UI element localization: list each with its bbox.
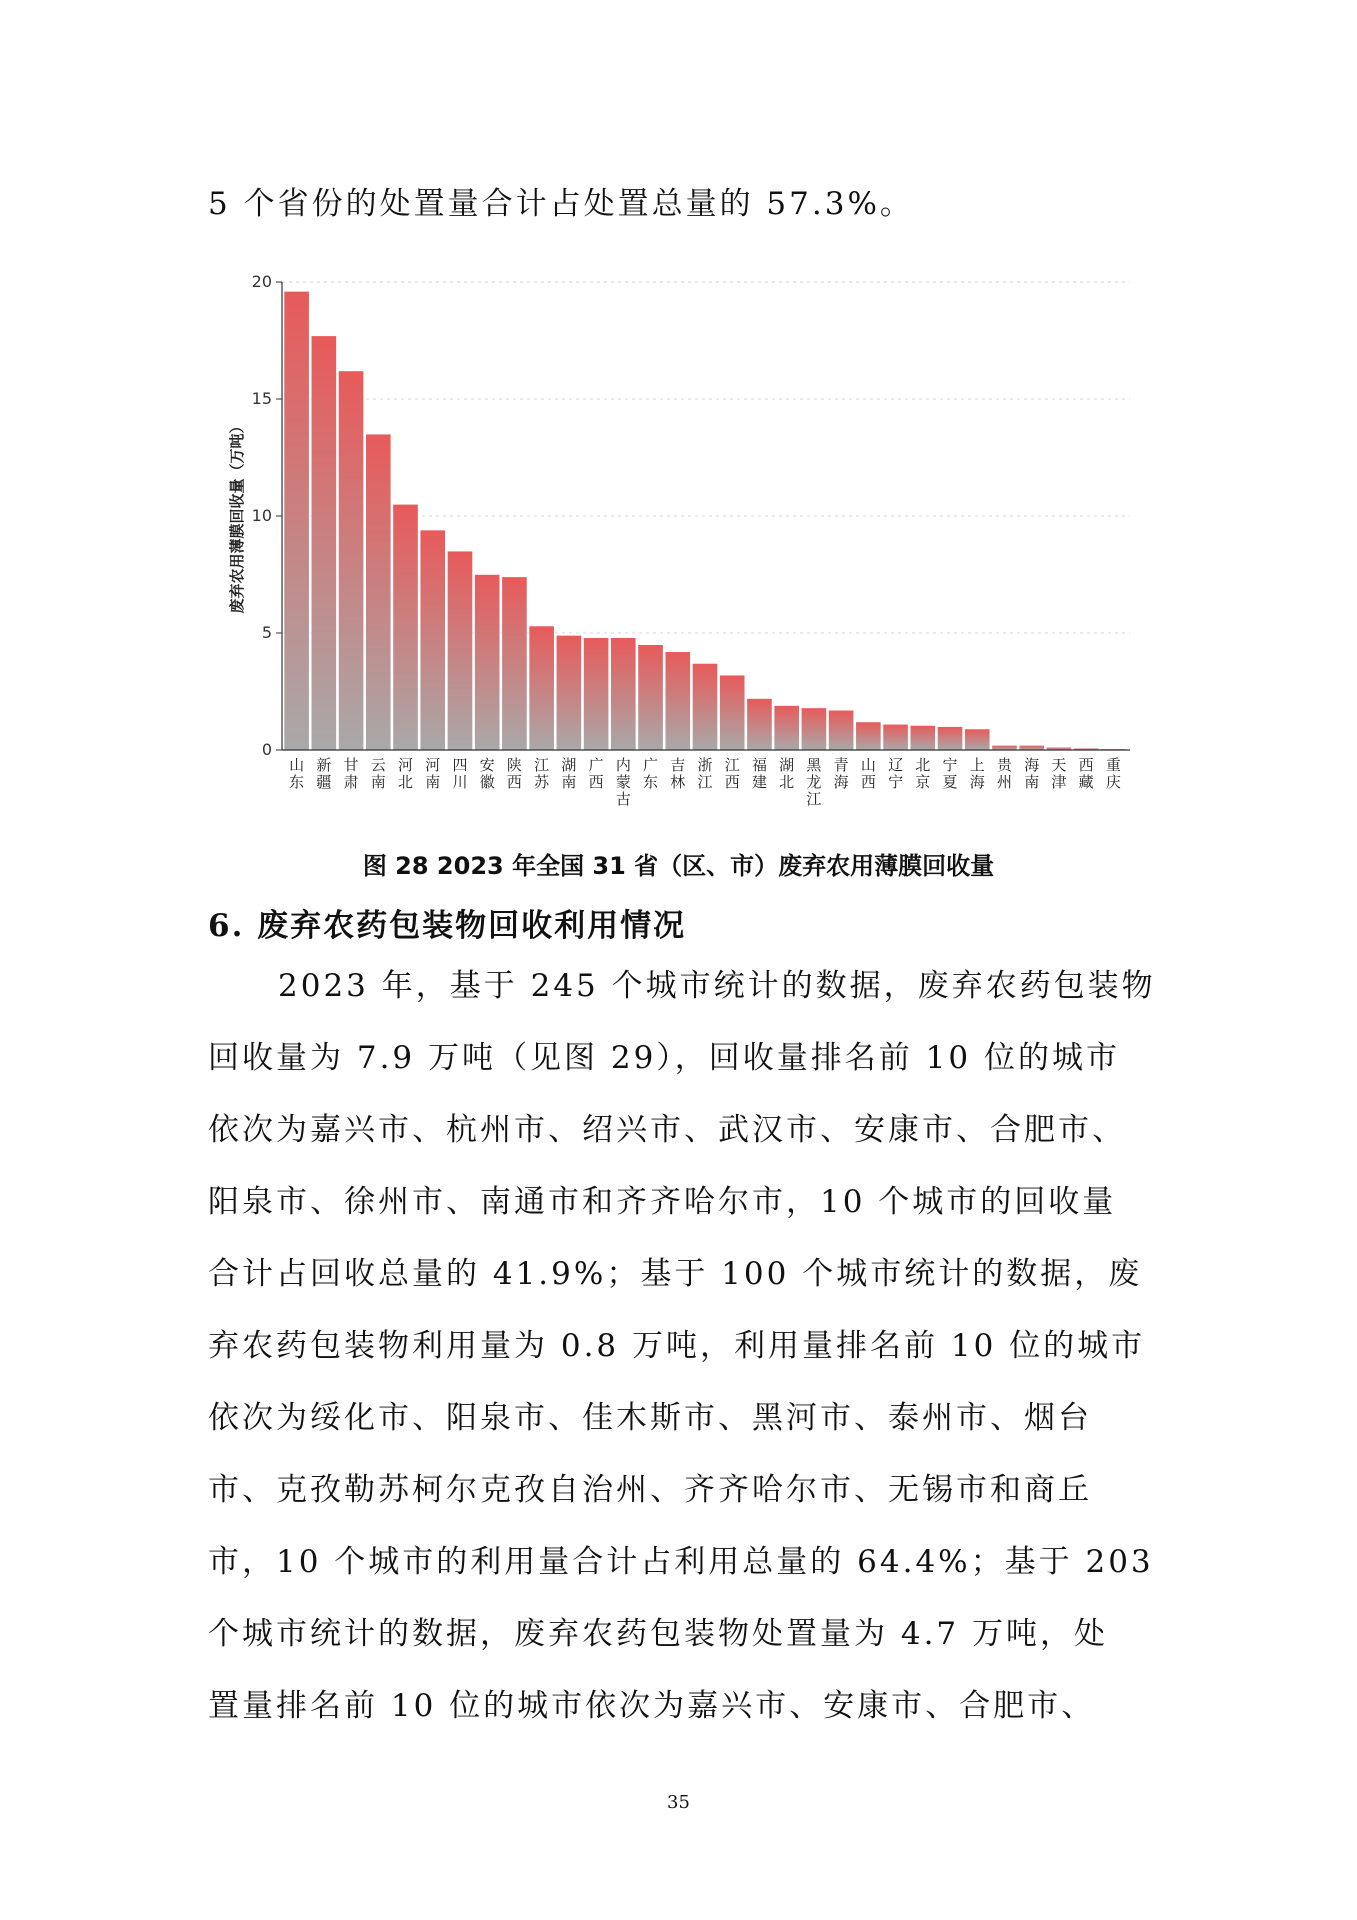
x-tick-label: 四川 [452,756,468,791]
bar-19 [774,706,799,750]
bar-chart [220,262,1160,822]
bar-23 [883,724,908,750]
x-tick-label: 浙江 [697,756,713,791]
bar-28 [1019,745,1044,750]
bar-17 [720,675,745,750]
x-tick-label: 西藏 [1078,756,1094,791]
bar-15 [665,652,690,750]
x-tick-label: 新疆 [316,756,332,791]
body-line: 回收量为 7.9 万吨（见图 29），回收量排名前 10 位的城市 [208,1040,1120,1076]
x-tick-label: 贵州 [996,756,1012,791]
bar-25 [937,727,962,750]
bar-5 [393,504,418,750]
section-heading: 6. 废弃农药包装物回收利用情况 [208,908,687,944]
bar-2 [311,336,336,750]
figure-caption: 图 28 2023 年全国 31 省（区、市）废弃农用薄膜回收量 [362,852,995,880]
y-tick-label: 5 [261,623,272,642]
bar-27 [992,745,1017,750]
body-line: 阳泉市、徐州市、南通市和齐齐哈尔市，10 个城市的回收量 [208,1184,1117,1220]
y-tick-label: 0 [261,740,272,759]
x-tick-label: 宁夏 [942,756,958,791]
y-tick-label: 10 [251,506,272,525]
page-number: 35 [667,1792,690,1813]
bar-8 [475,575,500,751]
body-line: 依次为绥化市、阳泉市、佳木斯市、黑河市、泰州市、烟台 [208,1400,1092,1436]
x-tick-label: 上海 [969,756,985,791]
body-line: 2023 年，基于 245 个城市统计的数据，废弃农药包装物 [278,968,1156,1004]
x-tick-label: 云南 [370,756,386,791]
bar-14 [638,645,663,750]
x-tick-label: 北京 [915,756,931,791]
x-tick-label: 陕西 [506,756,522,791]
x-tick-label: 海南 [1024,756,1040,791]
y-tick-label: 15 [251,389,272,408]
y-tick-label: 20 [251,272,272,291]
y-axis-label: 废弃农用薄膜回收量（万吨） [228,418,246,614]
x-tick-label: 广西 [588,756,604,791]
bar-11 [556,635,581,750]
body-line: 依次为嘉兴市、杭州市、绍兴市、武汉市、安康市、合肥市、 [208,1112,1126,1148]
body-line: 置量排名前 10 位的城市依次为嘉兴市、安康市、合肥市、 [208,1688,1096,1724]
x-tick-label: 天津 [1051,756,1067,791]
x-tick-label: 重庆 [1105,756,1121,791]
x-tick-label: 黑龙江 [806,756,822,808]
body-line: 个城市统计的数据，废弃农药包装物处置量为 4.7 万吨，处 [208,1616,1109,1652]
x-tick-label: 内蒙古 [615,756,631,808]
x-tick-label: 河南 [425,756,441,791]
x-tick-label: 辽宁 [888,756,904,791]
bar-12 [583,638,608,750]
bar-9 [502,577,527,750]
bar-1 [284,291,309,750]
bar-4 [366,434,391,750]
bar-6 [420,530,445,750]
x-tick-label: 湖北 [779,756,795,791]
bar-22 [856,722,881,750]
x-tick-label: 安徽 [479,756,495,791]
bar-7 [447,551,472,750]
bar-10 [529,626,554,750]
x-tick-label: 吉林 [670,756,686,791]
top-line: 5 个省份的处置量合计占处置总量的 57.3%。 [208,186,914,222]
body-text [208,960,1168,1752]
bar-13 [611,638,636,750]
x-tick-label: 青海 [833,756,849,791]
x-tick-label: 广东 [643,756,659,791]
bar-3 [338,371,363,750]
x-tick-label: 福建 [751,756,767,791]
bar-24 [910,725,935,750]
x-tick-label: 甘肃 [343,756,359,791]
x-tick-label: 河北 [398,756,414,791]
body-line: 弃农药包装物利用量为 0.8 万吨，利用量排名前 10 位的城市 [208,1328,1146,1364]
bar-20 [801,708,826,750]
x-tick-label: 江西 [724,756,740,791]
bar-21 [829,710,854,750]
x-tick-label: 湖南 [561,756,577,791]
body-line: 市，10 个城市的利用量合计占利用总量的 64.4%；基于 203 [208,1544,1154,1580]
bar-26 [965,729,990,750]
x-tick-label: 山东 [289,756,305,791]
x-tick-label: 山西 [860,756,876,791]
bar-18 [747,699,772,750]
x-tick-label: 江苏 [534,756,550,791]
body-line: 市、克孜勒苏柯尔克孜自治州、齐齐哈尔市、无锡市和商丘 [208,1472,1092,1508]
body-line: 合计占回收总量的 41.9%；基于 100 个城市统计的数据，废 [208,1256,1143,1292]
bar-16 [692,663,717,750]
